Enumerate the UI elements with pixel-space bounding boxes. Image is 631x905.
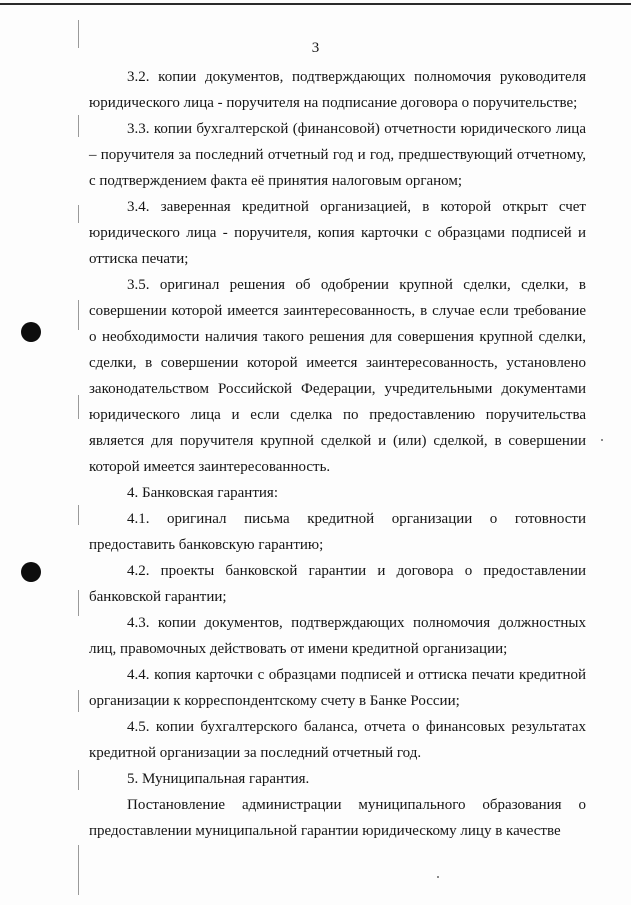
paragraph-3-5: 3.5. оригинал решения об одобрении крупной сделки, сделки, в совершении которой имеется заинтересованность, в случае если требование о необходимости наличия такого решения для совершения крупной сделки, сделки, в совершении которой имеется заинтересованность, установлено законодательством Российской Федерации, учредительными документами юридического лица и если сделка по предоставлению поручительства является для поручителя крупной сделкой и (или) сделкой, в совершении которой имеется заинтересованность. [89,277,586,475]
scan-margin-mark [78,395,79,419]
scan-margin-mark [78,690,79,712]
scan-margin-mark [78,770,79,790]
paragraph-4-3: 4.3. копии документов, подтверждающих полномочия должностных лиц, правомочных действовать от имени кредитной организации; [89,615,586,657]
scan-margin-mark [78,845,79,895]
paragraph-5-text: Постановление администрации муниципального образования о предоставлении муниципальной гарантии юридическому лицу в качестве [89,797,586,839]
scan-margin-mark [78,115,79,137]
paragraph-3-2: 3.2. копии документов, подтверждающих полномочия руководителя юридического лица - поручителя на подписание договора о поручительстве; [89,69,586,111]
scan-top-edge [0,3,631,5]
scan-margin-mark [78,505,79,525]
page-number: 3 [311,40,320,56]
section-heading-5: 5. Муниципальная гарантия. [127,771,310,787]
scan-margin-mark [78,590,79,616]
paragraph-3-3: 3.3. копии бухгалтерской (финансовой) отчетности юридического лица – поручителя за последний отчетный год и год, предшествующий отчетному, с подтверждением факта её принятия налоговым органом; [89,121,586,189]
paragraph-3-4: 3.4. заверенная кредитной организацией, в которой открыт счет юридического лица - поручителя, копия карточки с образцами подписей и оттиска печати; [89,199,586,267]
scan-speck [437,876,439,878]
paragraph-4-2: 4.2. проекты банковской гарантии и договора о предоставлении банковской гарантии; [89,563,586,605]
paragraph-4-1: 4.1. оригинал письма кредитной организации о готовности предоставить банковскую гарантию; [89,511,586,553]
document-body [89,64,586,844]
scan-margin-mark [78,205,79,223]
punch-hole [21,562,41,582]
section-heading-4: 4. Банковская гарантия: [127,485,278,501]
punch-hole [21,322,41,342]
paragraph-4-5: 4.5. копии бухгалтерского баланса, отчета о финансовых результатах кредитной организации за последний отчетный год. [89,719,586,761]
paragraph-4-4: 4.4. копия карточки с образцами подписей и оттиска печати кредитной организации к корреспондентскому счету в Банке России; [89,667,586,709]
scan-margin-mark [78,300,79,330]
scan-speck [601,439,603,441]
